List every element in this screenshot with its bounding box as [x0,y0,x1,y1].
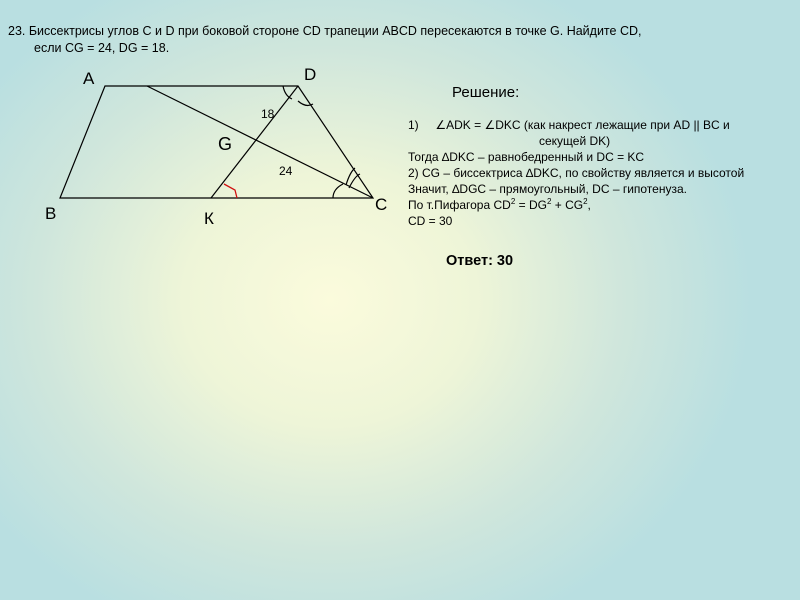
solution-pythagoras: По т.Пифагора $CD^2 = DG^2 + CG^2$, [408,197,591,212]
solution-step-1: 1) ∠ADK = ∠DKC (как накрест лежащие при AD || BC и [408,118,730,132]
point-label-a: A [83,69,95,88]
angle-mark-d-left [283,86,292,99]
solution-title: Решение: [452,84,520,101]
right-angle-mark [224,184,237,198]
angle-symbol: ∠ [484,118,496,132]
parallel-symbol: || [690,118,704,132]
bisector-cg [147,86,373,198]
trapezoid-abcd [60,86,373,198]
angle-mark-c-side-1 [346,168,355,185]
solution-step-2: 2) CG – биссектриса ∆DKC, по свойству является и высотой [408,166,745,180]
solution-step-1b: Тогда ∆DKC – равнобедренный и DC = KC [408,150,645,164]
angle-symbol: ∠ [435,118,447,132]
point-label-d: D [304,65,317,84]
point-label-k: К [204,209,214,228]
angle-mark-d-right [298,101,313,105]
solution-step-1-cont: секущей DK) [539,134,611,148]
solution-body [408,117,744,229]
segment-label-dg: 18 [261,107,275,121]
point-label-c: C [375,195,388,214]
solution-step-2b: Значит, ∆DGC – прямоугольный, DC – гипотенуза. [408,182,687,196]
point-label-b: B [45,204,57,223]
problem-line-1: 23. Биссектрисы углов C и D при боковой стороне CD трапеции ABCD пересекаются в точке G. Найдите CD, [8,24,642,38]
segment-label-cg: 24 [279,164,293,178]
angle-mark-c-bottom [333,184,343,198]
answer: Ответ: 30 [446,253,514,269]
point-label-g: G [218,134,233,154]
solution-result: CD = 30 [408,214,453,228]
problem-line-2: если CG = 24, DG = 18. [34,41,170,55]
